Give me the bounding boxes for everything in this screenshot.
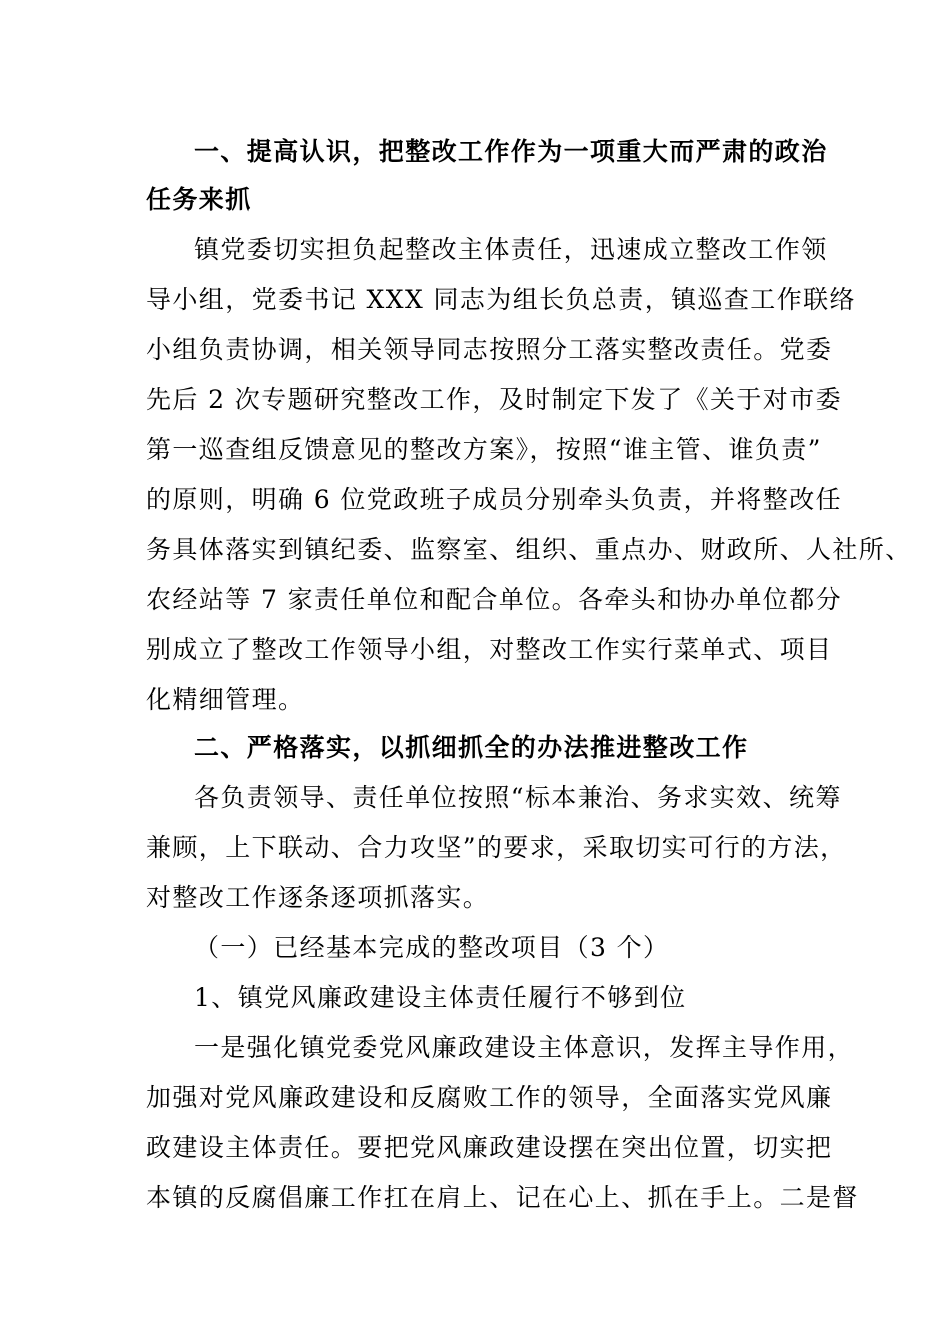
paragraph-1-line-3: 小组负责协调，相关领导同志按照分工落实整改责任。党委 bbox=[146, 335, 833, 364]
heading-1-line-2: 任务来抓 bbox=[146, 185, 252, 214]
paragraph-1-line-10: 化精细管理。 bbox=[146, 685, 305, 714]
heading-2: 二、严格落实，以抓细抓全的办法推进整改工作 bbox=[194, 733, 749, 762]
paragraph-2-line-3: 对整改工作逐条逐项抓落实。 bbox=[146, 883, 490, 912]
paragraph-1-line-2: 导小组，党委书记 XXX 同志为组长负总责，镇巡查工作联络 bbox=[146, 285, 856, 314]
paragraph-1-line-4: 先后 2 次专题研究整改工作，及时制定下发了《关于对市委 bbox=[146, 385, 843, 414]
paragraph-2-line-2: 兼顾，上下联动、合力攻坚”的要求，采取切实可行的方法， bbox=[146, 833, 847, 862]
paragraph-1-line-5: 第一巡查组反馈意见的整改方案》，按照“谁主管、谁负责” bbox=[146, 435, 822, 464]
paragraph-3-line-4: 本镇的反腐倡廉工作扛在肩上、记在心上、抓在手上。二是督 bbox=[146, 1183, 859, 1212]
paragraph-1-line-9: 别成立了整改工作领导小组，对整改工作实行菜单式、项目 bbox=[146, 635, 833, 664]
paragraph-1-line-1: 镇党委切实担负起整改主体责任，迅速成立整改工作领 bbox=[194, 235, 828, 264]
paragraph-3-line-2: 加强对党风廉政建设和反腐败工作的领导，全面落实党风廉 bbox=[146, 1083, 833, 1112]
paragraph-1-line-7: 务具体落实到镇纪委、监察室、组织、重点办、财政所、人社所、 bbox=[146, 535, 912, 564]
paragraph-2-line-1: 各负责领导、责任单位按照“标本兼治、务求实效、统筹 bbox=[194, 783, 842, 812]
subheading-2: 1、镇党风廉政建设主体责任履行不够到位 bbox=[194, 983, 687, 1012]
heading-1-line-1: 一、提高认识，把整改工作作为一项重大而严肃的政治 bbox=[194, 137, 828, 166]
paragraph-1-line-6: 的原则，明确 6 位党政班子成员分别牵头负责，并将整改任 bbox=[146, 485, 843, 514]
paragraph-3-line-3: 政建设主体责任。要把党风廉政建设摆在突出位置，切实把 bbox=[146, 1133, 833, 1162]
subheading-1: （一）已经基本完成的整改项目（3 个） bbox=[194, 933, 670, 962]
paragraph-1-line-8: 农经站等 7 家责任单位和配合单位。各牵头和协办单位都分 bbox=[146, 585, 843, 614]
paragraph-3-line-1: 一是强化镇党委党风廉政建设主体意识，发挥主导作用， bbox=[194, 1033, 855, 1062]
